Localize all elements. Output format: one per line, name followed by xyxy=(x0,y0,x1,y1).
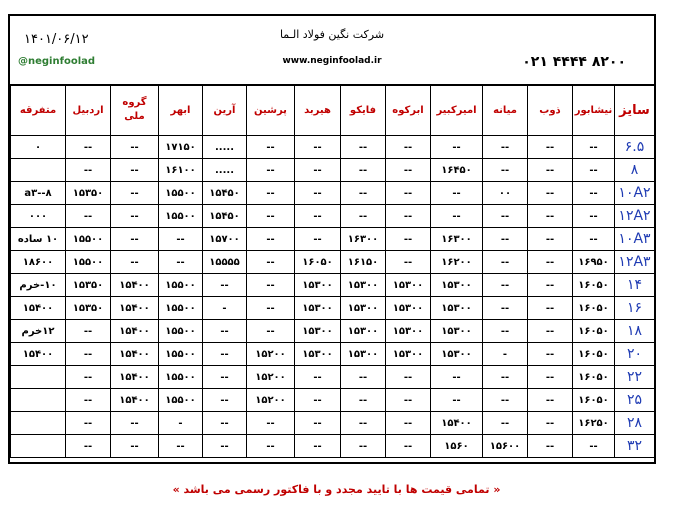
price-cell: ۱۶۲۵۰ xyxy=(573,412,615,435)
price-cell: ۱۶۱۵۰ xyxy=(341,251,386,274)
price-cell: -- xyxy=(111,435,159,458)
price-cell: -- xyxy=(573,228,615,251)
instagram-handle: @neginfoolad xyxy=(18,56,96,67)
price-cell: ۱۶۰۵۰ xyxy=(295,251,341,274)
price-cell: - xyxy=(483,343,528,366)
price-cell: -- xyxy=(66,159,111,182)
price-cell: ۱۵۳۰۰ xyxy=(431,320,483,343)
price-cell: ۱۵۵۰۰ xyxy=(159,366,203,389)
price-cell: - xyxy=(203,297,247,320)
price-cell: ۱۵۶۰۰ xyxy=(483,435,528,458)
price-cell: -- xyxy=(573,205,615,228)
price-cell: ۱۵۴۰۰ xyxy=(111,343,159,366)
price-cell: -- xyxy=(247,320,295,343)
price-cell: ۱۵۴۰۰ xyxy=(111,320,159,343)
price-cell: -- xyxy=(573,182,615,205)
price-cell: ۱۵۴۰۰ xyxy=(11,343,66,366)
price-cell: ۱۵۳۰۰ xyxy=(295,274,341,297)
table-row xyxy=(11,182,655,205)
price-cell: -- xyxy=(386,366,431,389)
price-cell: ۱۰ ساده xyxy=(11,228,66,251)
price-cell: ۱۵۵۰۰ xyxy=(159,182,203,205)
price-cell: ۱۵۳۰۰ xyxy=(295,297,341,320)
price-cell: -- xyxy=(66,435,111,458)
price-cell: -- xyxy=(341,389,386,412)
table-row xyxy=(11,320,655,343)
size-cell: ۱۲A۳ xyxy=(615,251,655,274)
price-cell: -- xyxy=(111,182,159,205)
price-cell: -- xyxy=(386,412,431,435)
column-header: هیربد xyxy=(295,85,341,136)
price-cell: ۱۵۳۵۰ xyxy=(66,297,111,320)
price-cell: ۱۵۴۰۰ xyxy=(11,297,66,320)
price-cell: -- xyxy=(528,412,573,435)
price-cell: -- xyxy=(528,205,573,228)
price-cell: -- xyxy=(295,412,341,435)
price-cell: ۱۵۶۰ xyxy=(431,435,483,458)
website-label: www.neginfoolad.ir xyxy=(282,56,382,66)
price-cell: -- xyxy=(111,228,159,251)
price-cell: ۱۷۱۵۰ xyxy=(159,136,203,159)
price-cell: -- xyxy=(111,251,159,274)
price-cell: -- xyxy=(573,159,615,182)
table-row xyxy=(11,343,655,366)
price-cell: -- xyxy=(431,366,483,389)
price-cell: -- xyxy=(111,159,159,182)
size-cell: ۱۴ xyxy=(615,274,655,297)
price-cell: ۱۵۳۰۰ xyxy=(431,297,483,320)
price-cell: ۱۵۵۰۰ xyxy=(66,228,111,251)
price-cell: -- xyxy=(247,205,295,228)
price-cell: -- xyxy=(431,136,483,159)
table-row xyxy=(11,159,655,182)
price-cell: -- xyxy=(203,343,247,366)
price-cell: ۱۶۰۵۰ xyxy=(573,343,615,366)
price-cell: ۱۵۴۰۰ xyxy=(431,412,483,435)
price-cell: ۱۵۳۰۰ xyxy=(341,297,386,320)
price-cell: -- xyxy=(573,435,615,458)
price-cell: -- xyxy=(66,136,111,159)
price-cell: -- xyxy=(247,228,295,251)
price-cell: ۱۵۳۵۰ xyxy=(66,274,111,297)
price-cell: ۱۶۰۵۰ xyxy=(573,389,615,412)
price-cell: -- xyxy=(528,366,573,389)
price-cell: -- xyxy=(295,435,341,458)
price-cell: ۰۰ xyxy=(483,182,528,205)
size-cell: ۸ xyxy=(615,159,655,182)
price-cell: ۰ xyxy=(11,136,66,159)
sheet-header xyxy=(10,16,654,86)
price-cell: ۱۵۲۰۰ xyxy=(247,366,295,389)
table-header-row xyxy=(11,85,655,136)
price-cell: -- xyxy=(528,343,573,366)
price-cell: ۱۵۴۰۰ xyxy=(111,297,159,320)
price-cell: ۱۶۹۵۰ xyxy=(573,251,615,274)
price-cell: ۱۵۲۰۰ xyxy=(247,343,295,366)
phone-number: ۰۲۱ ۴۴۴۴ ۸۲۰۰ xyxy=(522,54,626,70)
price-cell: -- xyxy=(341,136,386,159)
column-header: آرین xyxy=(203,85,247,136)
size-cell: ۲۰ xyxy=(615,343,655,366)
footer-note: « تمامی قیمت ها با تایید مجدد و با فاکتور رسمی می باشد » xyxy=(172,483,501,496)
price-cell xyxy=(11,412,66,435)
price-cell: -- xyxy=(295,205,341,228)
price-cell: -- xyxy=(66,343,111,366)
price-cell: -- xyxy=(247,159,295,182)
price-cell: -- xyxy=(341,159,386,182)
price-cell: -- xyxy=(341,182,386,205)
price-cell: -- xyxy=(295,366,341,389)
price-cell: -- xyxy=(483,366,528,389)
price-cell: ۱۵۵۰۰ xyxy=(159,205,203,228)
price-cell: -- xyxy=(431,205,483,228)
price-cell: -- xyxy=(203,435,247,458)
price-cell: -- xyxy=(159,251,203,274)
price-cell: ۱۵۳۰۰ xyxy=(386,320,431,343)
price-cell: -- xyxy=(295,182,341,205)
column-header: ذوب xyxy=(528,85,573,136)
price-cell: -- xyxy=(528,159,573,182)
price-cell: ۱۵۵۰۰ xyxy=(159,274,203,297)
price-cell: -- xyxy=(483,320,528,343)
price-cell: -- xyxy=(386,228,431,251)
price-cell: ۱۵۵۰۰ xyxy=(159,320,203,343)
price-cell xyxy=(11,389,66,412)
price-cell: -- xyxy=(341,412,386,435)
price-cell xyxy=(11,366,66,389)
price-cell xyxy=(11,159,66,182)
price-table xyxy=(10,84,655,458)
price-cell: -- xyxy=(528,297,573,320)
price-cell: -- xyxy=(483,389,528,412)
price-cell: -- xyxy=(341,435,386,458)
price-cell: ۱۶۴۵۰ xyxy=(431,159,483,182)
size-cell: ۳۲ xyxy=(615,435,655,458)
price-cell: -- xyxy=(247,435,295,458)
price-cell: -- xyxy=(386,251,431,274)
price-cell: -- xyxy=(247,136,295,159)
price-cell: -- xyxy=(247,182,295,205)
price-cell: -- xyxy=(386,205,431,228)
price-cell: ۱۵۳۰۰ xyxy=(431,274,483,297)
table-row xyxy=(11,274,655,297)
column-header: ابهر xyxy=(159,85,203,136)
column-header: متفرقه xyxy=(11,85,66,136)
price-cell: -- xyxy=(386,182,431,205)
price-cell: ۱۵۴۰۰ xyxy=(111,274,159,297)
price-cell: -- xyxy=(247,412,295,435)
price-cell: -- xyxy=(386,435,431,458)
price-cell: -- xyxy=(528,320,573,343)
price-cell: -- xyxy=(483,251,528,274)
price-cell: -- xyxy=(386,159,431,182)
column-header: سایز xyxy=(615,85,655,136)
price-cell: ۱۶۳۰۰ xyxy=(341,228,386,251)
price-cell: ۱۵۳۰۰ xyxy=(341,343,386,366)
column-header: امیرکبیر xyxy=(431,85,483,136)
company-name: شرکت نگین فولاد الـما xyxy=(279,28,385,41)
price-cell: ۱۵۳۵۰ xyxy=(66,182,111,205)
price-cell: ۱۵۵۰۰ xyxy=(159,343,203,366)
price-cell: -- xyxy=(483,136,528,159)
price-cell: -- xyxy=(341,205,386,228)
price-cell: -- xyxy=(528,274,573,297)
price-cell: -- xyxy=(483,159,528,182)
price-cell: ۱۵۴۰۰ xyxy=(111,366,159,389)
table-row xyxy=(11,412,655,435)
size-cell: ۲۸ xyxy=(615,412,655,435)
price-cell: ۱۶۲۰۰ xyxy=(431,251,483,274)
price-cell: ۱۸۶۰۰ xyxy=(11,251,66,274)
price-cell: -- xyxy=(431,389,483,412)
price-cell: ۱۶۰۵۰ xyxy=(573,297,615,320)
price-cell: -- xyxy=(247,274,295,297)
price-cell: -- xyxy=(483,297,528,320)
size-cell: ۲۲ xyxy=(615,366,655,389)
price-cell: ..... xyxy=(203,136,247,159)
table-body xyxy=(11,136,655,458)
price-cell: -- xyxy=(528,251,573,274)
price-cell: -- xyxy=(341,366,386,389)
price-cell: ۰۰۰ xyxy=(11,205,66,228)
column-header: گروه ملی xyxy=(111,85,159,136)
table-row xyxy=(11,205,655,228)
price-cell: -- xyxy=(483,205,528,228)
price-cell: -- xyxy=(431,182,483,205)
price-cell: ۱۵۳۰۰ xyxy=(295,320,341,343)
column-header: پرشین xyxy=(247,85,295,136)
price-cell: -- xyxy=(111,205,159,228)
price-cell: -- xyxy=(66,389,111,412)
table-row xyxy=(11,251,655,274)
size-cell: ۶.۵ xyxy=(615,136,655,159)
price-cell: ۱۵۴۵۰ xyxy=(203,205,247,228)
price-cell: -- xyxy=(483,274,528,297)
size-cell: ۱۲A۲ xyxy=(615,205,655,228)
price-cell: ۱۵۳۰۰ xyxy=(386,343,431,366)
table-row xyxy=(11,435,655,458)
column-header: اردبیل xyxy=(66,85,111,136)
price-cell: ۱۵۳۰۰ xyxy=(431,343,483,366)
price-cell: ۱۵۵۰۰ xyxy=(159,389,203,412)
price-cell: ۱۶۰۵۰ xyxy=(573,366,615,389)
price-cell: -- xyxy=(295,228,341,251)
price-cell: -- xyxy=(111,136,159,159)
price-cell: -- xyxy=(528,435,573,458)
price-cell: ۱۵۳۰۰ xyxy=(386,297,431,320)
price-cell: ۱۵۷۰۰ xyxy=(203,228,247,251)
price-cell: - xyxy=(159,412,203,435)
price-cell: -- xyxy=(66,412,111,435)
price-cell: ۱۵۵۰۰ xyxy=(159,297,203,320)
price-cell: -- xyxy=(528,136,573,159)
size-cell: ۱۰A۲ xyxy=(615,182,655,205)
price-cell: -- xyxy=(203,274,247,297)
price-cell: ۱۵۳۰۰ xyxy=(341,320,386,343)
price-cell: -- xyxy=(203,320,247,343)
price-cell: -- xyxy=(111,412,159,435)
price-cell: -- xyxy=(247,251,295,274)
price-cell: ۱۶۱۰۰ xyxy=(159,159,203,182)
price-cell: -- xyxy=(386,136,431,159)
column-header: ابرکوه xyxy=(386,85,431,136)
column-header: فایکو xyxy=(341,85,386,136)
table-row xyxy=(11,136,655,159)
price-cell: ۱۵۳۰۰ xyxy=(295,343,341,366)
size-cell: ۱۶ xyxy=(615,297,655,320)
price-cell: -- xyxy=(295,159,341,182)
price-cell: -- xyxy=(528,389,573,412)
price-cell: -- xyxy=(159,228,203,251)
price-cell xyxy=(11,435,66,458)
price-cell: ۱۵۳۰۰ xyxy=(341,274,386,297)
price-cell: ۱۵۵۰۰ xyxy=(66,251,111,274)
price-cell: ۱۵۲۰۰ xyxy=(247,389,295,412)
price-cell: ۱۲خرم xyxy=(11,320,66,343)
column-header: نیشابور xyxy=(573,85,615,136)
price-cell: ۱۰-خرم xyxy=(11,274,66,297)
price-cell: ۱۶۰۵۰ xyxy=(573,320,615,343)
table-row xyxy=(11,366,655,389)
price-cell: ۱۶۰۵۰ xyxy=(573,274,615,297)
price-cell: -- xyxy=(528,228,573,251)
price-cell: -- xyxy=(66,366,111,389)
size-cell: ۱۸ xyxy=(615,320,655,343)
price-cell: -- xyxy=(483,228,528,251)
size-cell: ۱۰A۳ xyxy=(615,228,655,251)
price-cell: -- xyxy=(483,412,528,435)
date-label: ۱۴۰۱/۰۶/۱۲ xyxy=(24,32,89,47)
price-cell: -- xyxy=(66,320,111,343)
price-cell: ۱۵۵۵۵ xyxy=(203,251,247,274)
price-cell: -- xyxy=(247,297,295,320)
price-cell: -- xyxy=(386,389,431,412)
size-cell: ۲۵ xyxy=(615,389,655,412)
price-cell: ۸--a۳ xyxy=(11,182,66,205)
column-header: میانه xyxy=(483,85,528,136)
price-cell: ۱۵۳۰۰ xyxy=(386,274,431,297)
price-sheet xyxy=(8,14,656,464)
price-cell: -- xyxy=(295,136,341,159)
price-cell: -- xyxy=(528,182,573,205)
price-cell: -- xyxy=(203,366,247,389)
price-cell: -- xyxy=(295,389,341,412)
price-cell: -- xyxy=(203,412,247,435)
table-row xyxy=(11,297,655,320)
price-cell: ۱۵۴۰۰ xyxy=(111,389,159,412)
price-cell: -- xyxy=(159,435,203,458)
table-row xyxy=(11,389,655,412)
price-cell: -- xyxy=(66,205,111,228)
price-cell: -- xyxy=(203,389,247,412)
price-cell: ۱۵۴۵۰ xyxy=(203,182,247,205)
table-row xyxy=(11,228,655,251)
price-cell: ..... xyxy=(203,159,247,182)
price-cell: -- xyxy=(573,136,615,159)
price-cell: ۱۶۳۰۰ xyxy=(431,228,483,251)
